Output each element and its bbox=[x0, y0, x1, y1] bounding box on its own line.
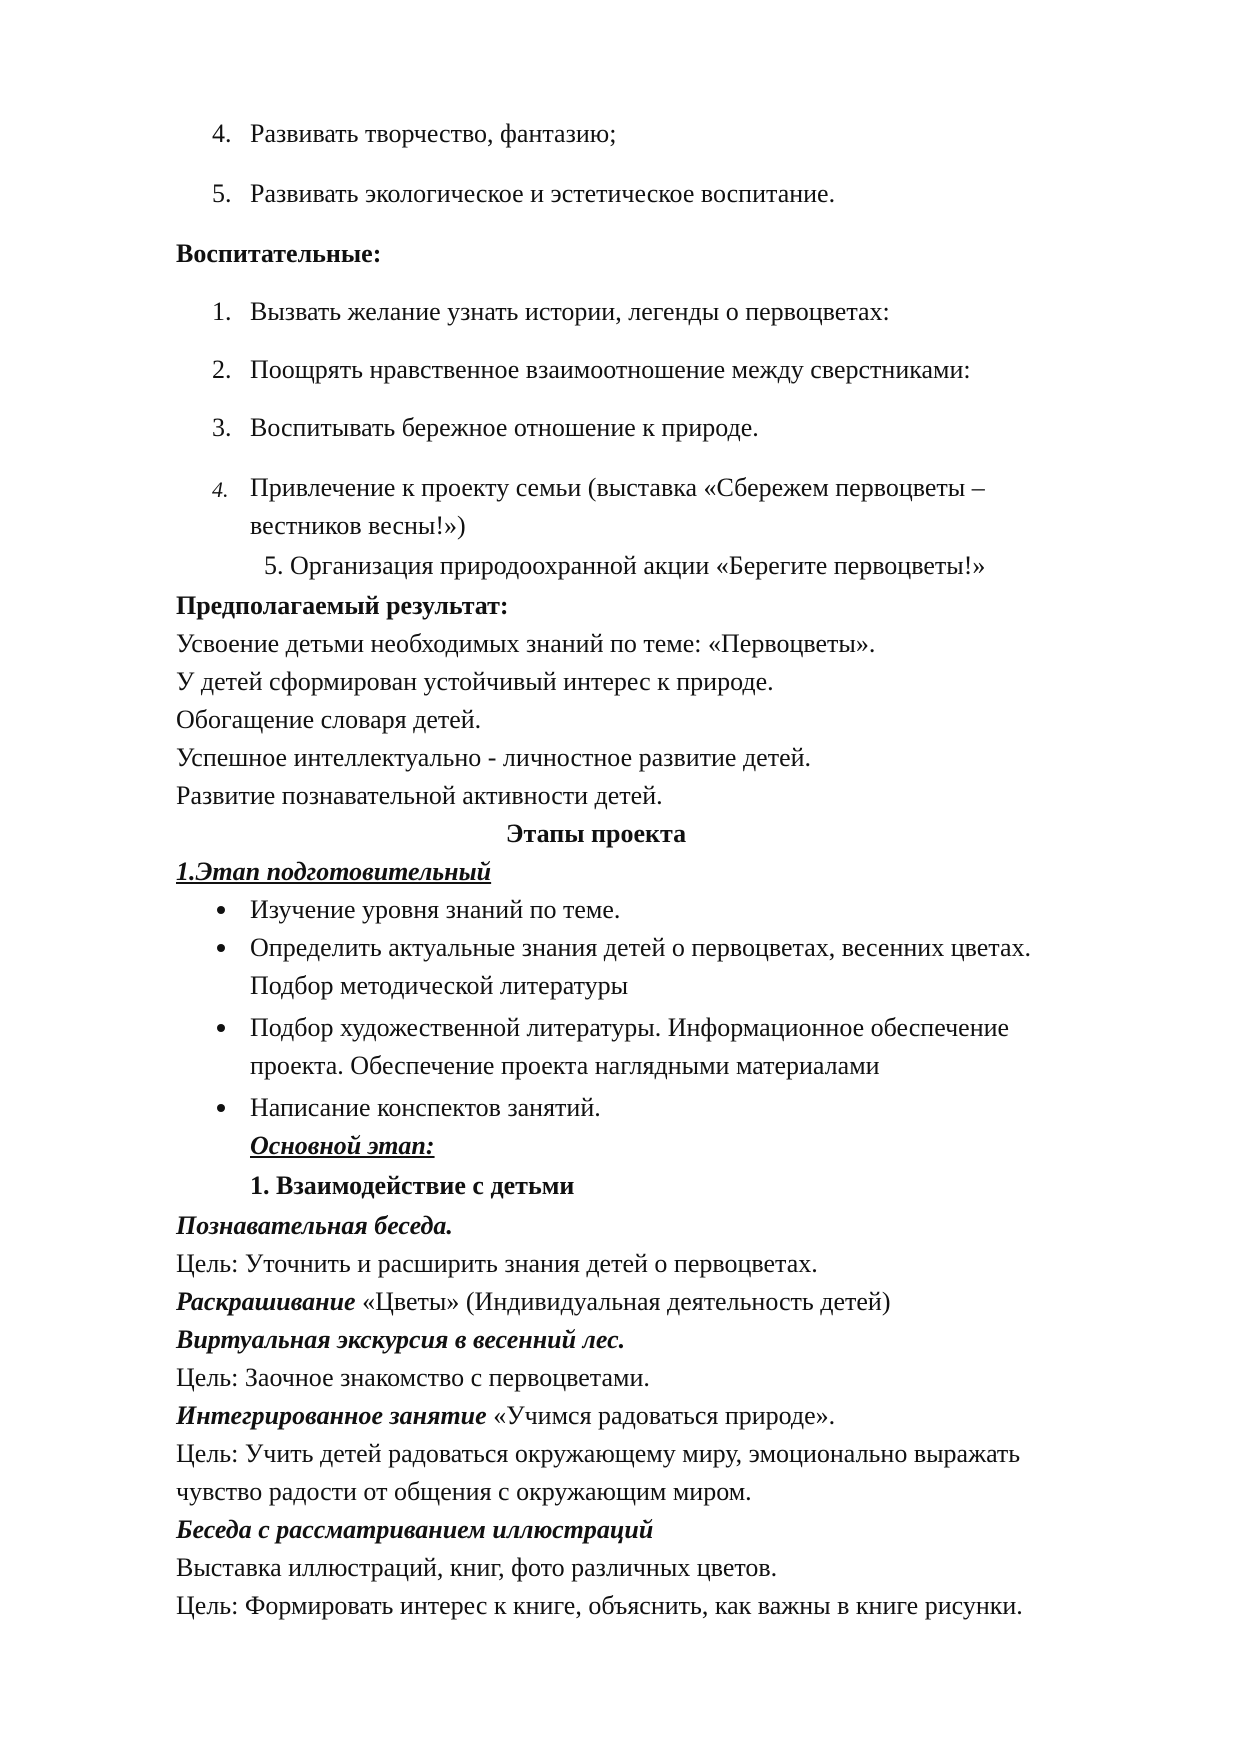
activity-goal: Цель: Учить детей радоваться окружающему миру, эмоционально выражать bbox=[176, 1439, 1021, 1468]
bullet-item: Подбор художественной литературы. Информационное обеспечение bbox=[250, 1013, 1010, 1042]
section-heading-result: Предполагаемый результат: bbox=[176, 591, 509, 620]
bullet-item: Изучение уровня знаний по теме. bbox=[250, 895, 621, 924]
list-number: 1. bbox=[212, 297, 232, 326]
activity-line: Выставка иллюстраций, книг, фото различных цветов. bbox=[176, 1553, 778, 1582]
list-number: 5. bbox=[212, 179, 232, 208]
bullet-item-continuation: проекта. Обеспечение проекта наглядными материалами bbox=[250, 1051, 880, 1080]
list-item: 5. Организация природоохранной акции «Берегите первоцветы!» bbox=[264, 551, 986, 580]
result-line: У детей сформирован устойчивый интерес к природе. bbox=[176, 667, 774, 696]
activity-title: Интегрированное занятие bbox=[176, 1401, 487, 1430]
bullet-item: Определить актуальные знания детей о первоцветах, весенних цветах. bbox=[250, 933, 1031, 962]
activity-goal: Цель: Заочное знакомство с первоцветами. bbox=[176, 1363, 650, 1392]
list-item: Развивать творчество, фантазию; bbox=[250, 119, 617, 148]
bullet-item: Написание конспектов занятий. bbox=[250, 1093, 601, 1122]
list-item: Развивать экологическое и эстетическое воспитание. bbox=[250, 179, 836, 208]
activity-goal-continuation: чувство радости от общения с окружающим миром. bbox=[176, 1477, 752, 1506]
stages-title: Этапы проекта bbox=[505, 819, 687, 848]
list-item: Воспитывать бережное отношение к природе. bbox=[250, 413, 759, 442]
list-number: 4. bbox=[212, 119, 232, 148]
list-number: 2. bbox=[212, 355, 232, 384]
list-item: Привлечение к проекту семьи (выставка «Сбережем первоцветы – bbox=[250, 473, 985, 502]
activity-title: Виртуальная экскурсия в весенний лес. bbox=[176, 1325, 626, 1354]
result-line: Успешное интеллектуально - личностное развитие детей. bbox=[176, 743, 812, 772]
list-number: 3. bbox=[212, 413, 232, 442]
bullet-dot bbox=[217, 906, 225, 914]
interaction-heading: 1. Взаимодействие с детьми bbox=[250, 1171, 575, 1200]
activity-description: «Учимся радоваться природе». bbox=[486, 1401, 836, 1430]
activity-title: Познавательная беседа. bbox=[176, 1211, 453, 1240]
activity-title: Раскрашивание bbox=[176, 1287, 356, 1316]
prep-stage-heading: 1.Этап подготовительный bbox=[176, 857, 492, 886]
activity-goal: Цель: Уточнить и расширить знания детей о первоцветах. bbox=[176, 1249, 818, 1278]
list-item-continuation: вестников весны!») bbox=[250, 511, 466, 540]
list-item: Поощрять нравственное взаимоотношение между сверстниками: bbox=[250, 355, 971, 384]
result-line: Усвоение детьми необходимых знаний по теме: «Первоцветы». bbox=[176, 629, 876, 658]
activity-description: «Цветы» (Индивидуальная деятельность детей) bbox=[355, 1287, 891, 1316]
activity-title: Беседа с рассматриванием иллюстраций bbox=[176, 1515, 654, 1544]
bullet-dot bbox=[217, 944, 225, 952]
result-line: Развитие познавательной активности детей. bbox=[176, 781, 663, 810]
activity-goal: Цель: Формировать интерес к книге, объяснить, как важны в книге рисунки. bbox=[176, 1591, 1023, 1620]
bullet-dot bbox=[217, 1024, 225, 1032]
result-line: Обогащение словаря детей. bbox=[176, 705, 482, 734]
activity-line bbox=[176, 1286, 891, 1318]
main-stage-heading: Основной этап: bbox=[250, 1131, 435, 1160]
section-heading-vosp: Воспитательные: bbox=[176, 239, 382, 268]
activity-line bbox=[176, 1400, 835, 1432]
list-item: Вызвать желание узнать истории, легенды о первоцветах: bbox=[250, 297, 890, 326]
bullet-dot bbox=[217, 1104, 225, 1112]
list-number: 4. bbox=[212, 477, 229, 502]
bullet-item-continuation: Подбор методической литературы bbox=[250, 971, 629, 1000]
